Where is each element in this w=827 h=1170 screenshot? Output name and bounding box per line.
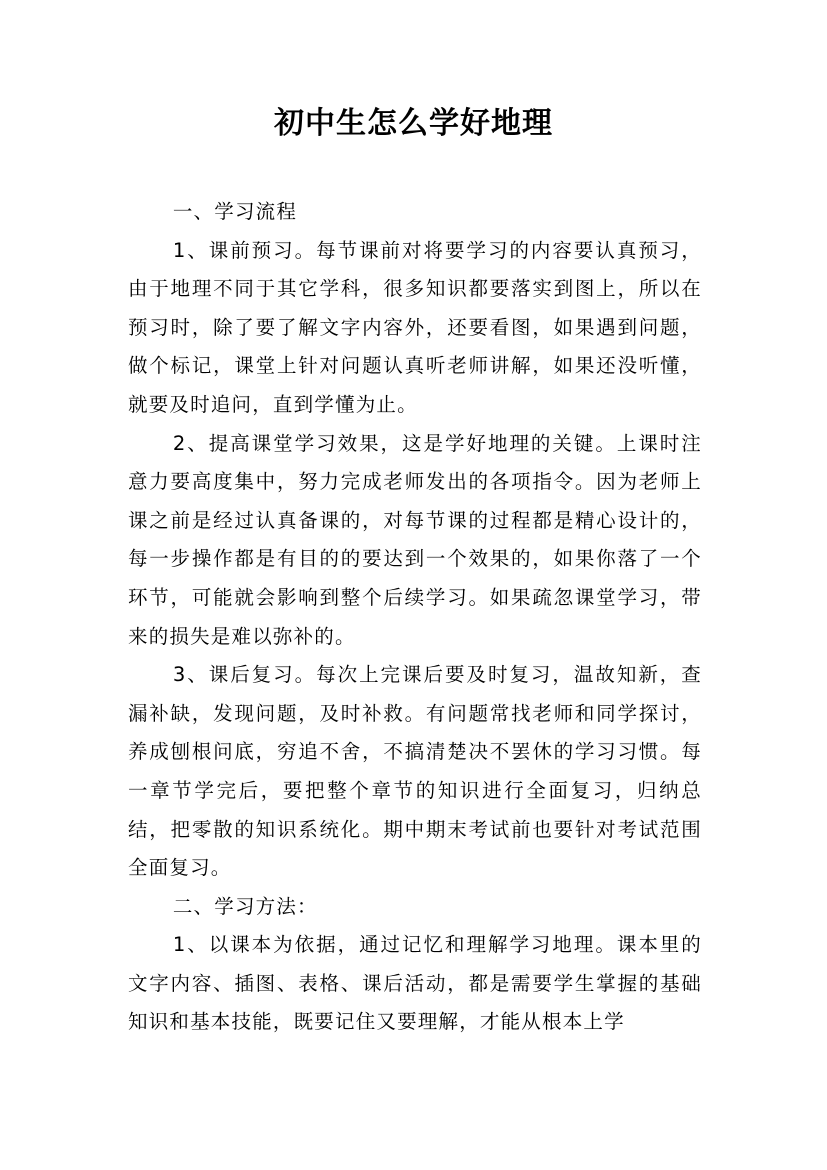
document-title: 初中生怎么学好地理 xyxy=(274,106,553,141)
document-body xyxy=(128,193,702,1042)
section-heading-learning-process: 一、学习流程 xyxy=(172,200,298,223)
paragraph-textbook: 1、以课本为依据，通过记忆和理解学习地理。课本里的文字内容、插图、表格、课后活动，都是需要学生掌握的基础知识和基本技能，既要记住又要理解，才能从根本上学 xyxy=(128,933,702,1034)
paragraph-classroom: 2、提高课堂学习效果，这是学好地理的关键。上课时注意力要高度集中，努力完成老师发出的各项指令。因为老师上课之前是经过认真备课的，对每节课的过程都是精心设计的，每一步操作都是有目的的要达到一个效果的，如果你落了一个环节，可能就会影响到整个后续学习。如果疏忽课堂学习，带来的损失是难以弥补的。 xyxy=(128,431,702,648)
paragraph-preview: 1、课前预习。每节课前对将要学习的内容要认真预习，由于地理不同于其它学科，很多知识都要落实到图上，所以在预习时，除了要了解文字内容外，还要看图，如果遇到问题，做个标记，课堂上针对问题认真听老师讲解，如果还没听懂，就要及时追问，直到学懂为止。 xyxy=(128,238,702,416)
paragraph-review: 3、课后复习。每次上完课后要及时复习，温故知新，查漏补缺，发现问题，及时补救。有问题常找老师和同学探讨，养成刨根问底，穷追不舍，不搞清楚决不罢休的学习习惯。每一章节学完后，要把整个章节的知识进行全面复习，归纳总结，把零散的知识系统化。期中期末考试前也要针对考试范围全面复习。 xyxy=(128,663,702,880)
section-heading-learning-methods: 二、学习方法： xyxy=(172,894,318,918)
